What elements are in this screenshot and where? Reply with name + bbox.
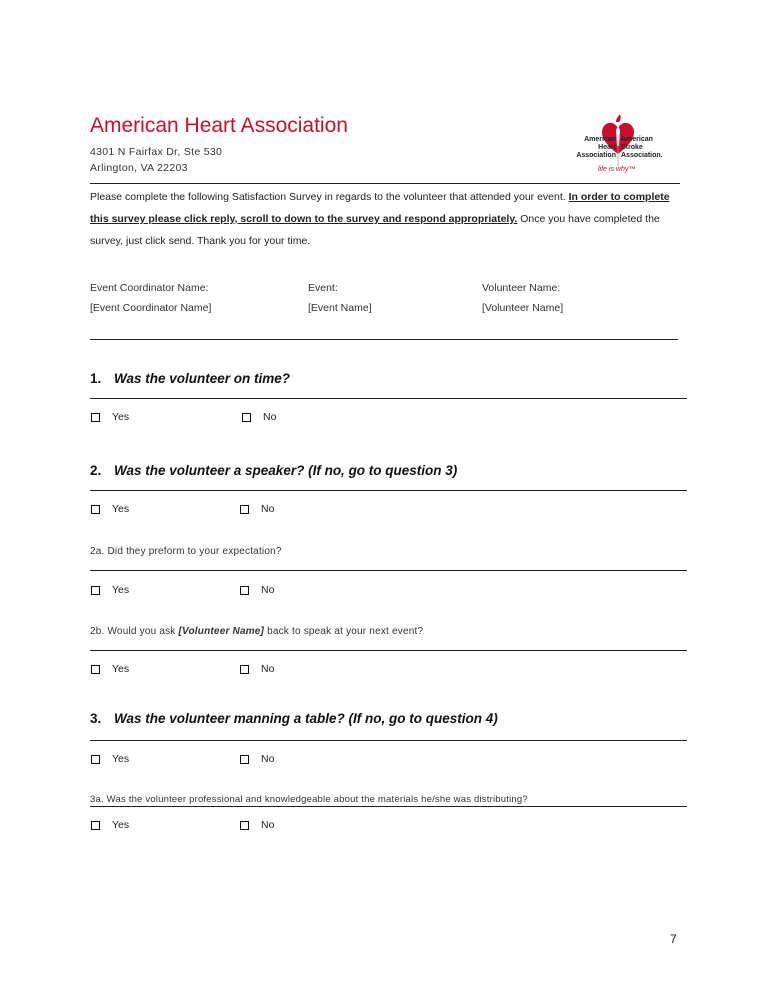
checkbox-icon[interactable] xyxy=(242,413,251,422)
page-number: 7 xyxy=(670,932,677,946)
question-1-rule xyxy=(90,398,687,399)
volunteer-label: Volunteer Name: xyxy=(482,282,561,294)
address-line-2: Arlington, VA 22203 xyxy=(90,162,188,174)
q2b-yes-option[interactable]: Yes xyxy=(91,663,129,675)
coordinator-label: Event Coordinator Name: xyxy=(90,282,209,294)
checkbox-icon[interactable] xyxy=(240,505,249,514)
question-3a: 3a. Was the volunteer professional and knowledgeable about the materials he/she was distributing? xyxy=(90,794,528,805)
question-2a: 2a. Did they preform to your expectation? xyxy=(90,546,282,557)
checkbox-icon[interactable] xyxy=(91,505,100,514)
checkbox-icon[interactable] xyxy=(240,821,249,830)
checkbox-icon[interactable] xyxy=(91,586,100,595)
q1-yes-option[interactable]: Yes xyxy=(91,411,129,423)
logo-stroke-text: American Stroke Association. xyxy=(621,136,663,159)
question-1: 1. Was the volunteer on time? xyxy=(90,371,291,386)
checkbox-icon[interactable] xyxy=(91,413,100,422)
q2a-no-option[interactable]: No xyxy=(240,584,274,596)
q2-yes-option[interactable]: Yes xyxy=(91,503,129,515)
q1-no-option[interactable]: No xyxy=(242,411,276,423)
checkbox-icon[interactable] xyxy=(240,586,249,595)
logo-heart-text: American Heart Association xyxy=(576,136,616,159)
q3a-yes-option[interactable]: Yes xyxy=(91,819,129,831)
volunteer-value: [Volunteer Name] xyxy=(482,302,564,314)
question-3-rule xyxy=(90,740,687,741)
info-divider xyxy=(90,339,678,340)
q2a-yes-option[interactable]: Yes xyxy=(91,584,129,596)
checkbox-icon[interactable] xyxy=(91,665,100,674)
address-line-1: 4301 N Fairfax Dr, Ste 530 xyxy=(90,146,223,158)
q3a-no-option[interactable]: No xyxy=(240,819,274,831)
intro-instruction: In order to complete this survey please click reply, scroll to down to the survey and respond appropriately. xyxy=(90,191,670,225)
intro-paragraph: Please complete the following Satisfaction Survey in regards to the volunteer that attended your event. In order to complete this survey please click reply, scroll to down to the survey and respond appropriately. Once you have completed the survey, just click send. Thank you for your time. xyxy=(90,191,670,247)
question-2-rule xyxy=(90,490,687,491)
question-2: 2. Was the volunteer a speaker? (If no, go to question 3) xyxy=(90,463,458,478)
checkbox-icon[interactable] xyxy=(240,755,249,764)
checkbox-icon[interactable] xyxy=(240,665,249,674)
question-2a-rule xyxy=(90,570,687,571)
header-divider xyxy=(90,183,680,184)
question-2b: 2b. Would you ask [Volunteer Name] back to speak at your next event? xyxy=(90,626,424,637)
question-3a-rule xyxy=(90,806,687,807)
event-value: [Event Name] xyxy=(308,302,372,314)
q2b-no-option[interactable]: No xyxy=(240,663,274,675)
question-3: 3. Was the volunteer manning a table? (If no, go to question 4) xyxy=(90,711,498,726)
question-2b-rule xyxy=(90,650,687,651)
volunteer-name-placeholder: [Volunteer Name] xyxy=(178,626,265,637)
organization-name: American Heart Association xyxy=(90,114,348,137)
aha-asa-logo xyxy=(568,112,668,178)
q3-yes-option[interactable]: Yes xyxy=(91,753,129,765)
logo-tagline: life is why™ xyxy=(598,166,636,173)
checkbox-icon[interactable] xyxy=(91,821,100,830)
q3-no-option[interactable]: No xyxy=(240,753,274,765)
q2-no-option[interactable]: No xyxy=(240,503,274,515)
coordinator-value: [Event Coordinator Name] xyxy=(90,302,212,314)
event-label: Event: xyxy=(308,282,338,294)
checkbox-icon[interactable] xyxy=(91,755,100,764)
